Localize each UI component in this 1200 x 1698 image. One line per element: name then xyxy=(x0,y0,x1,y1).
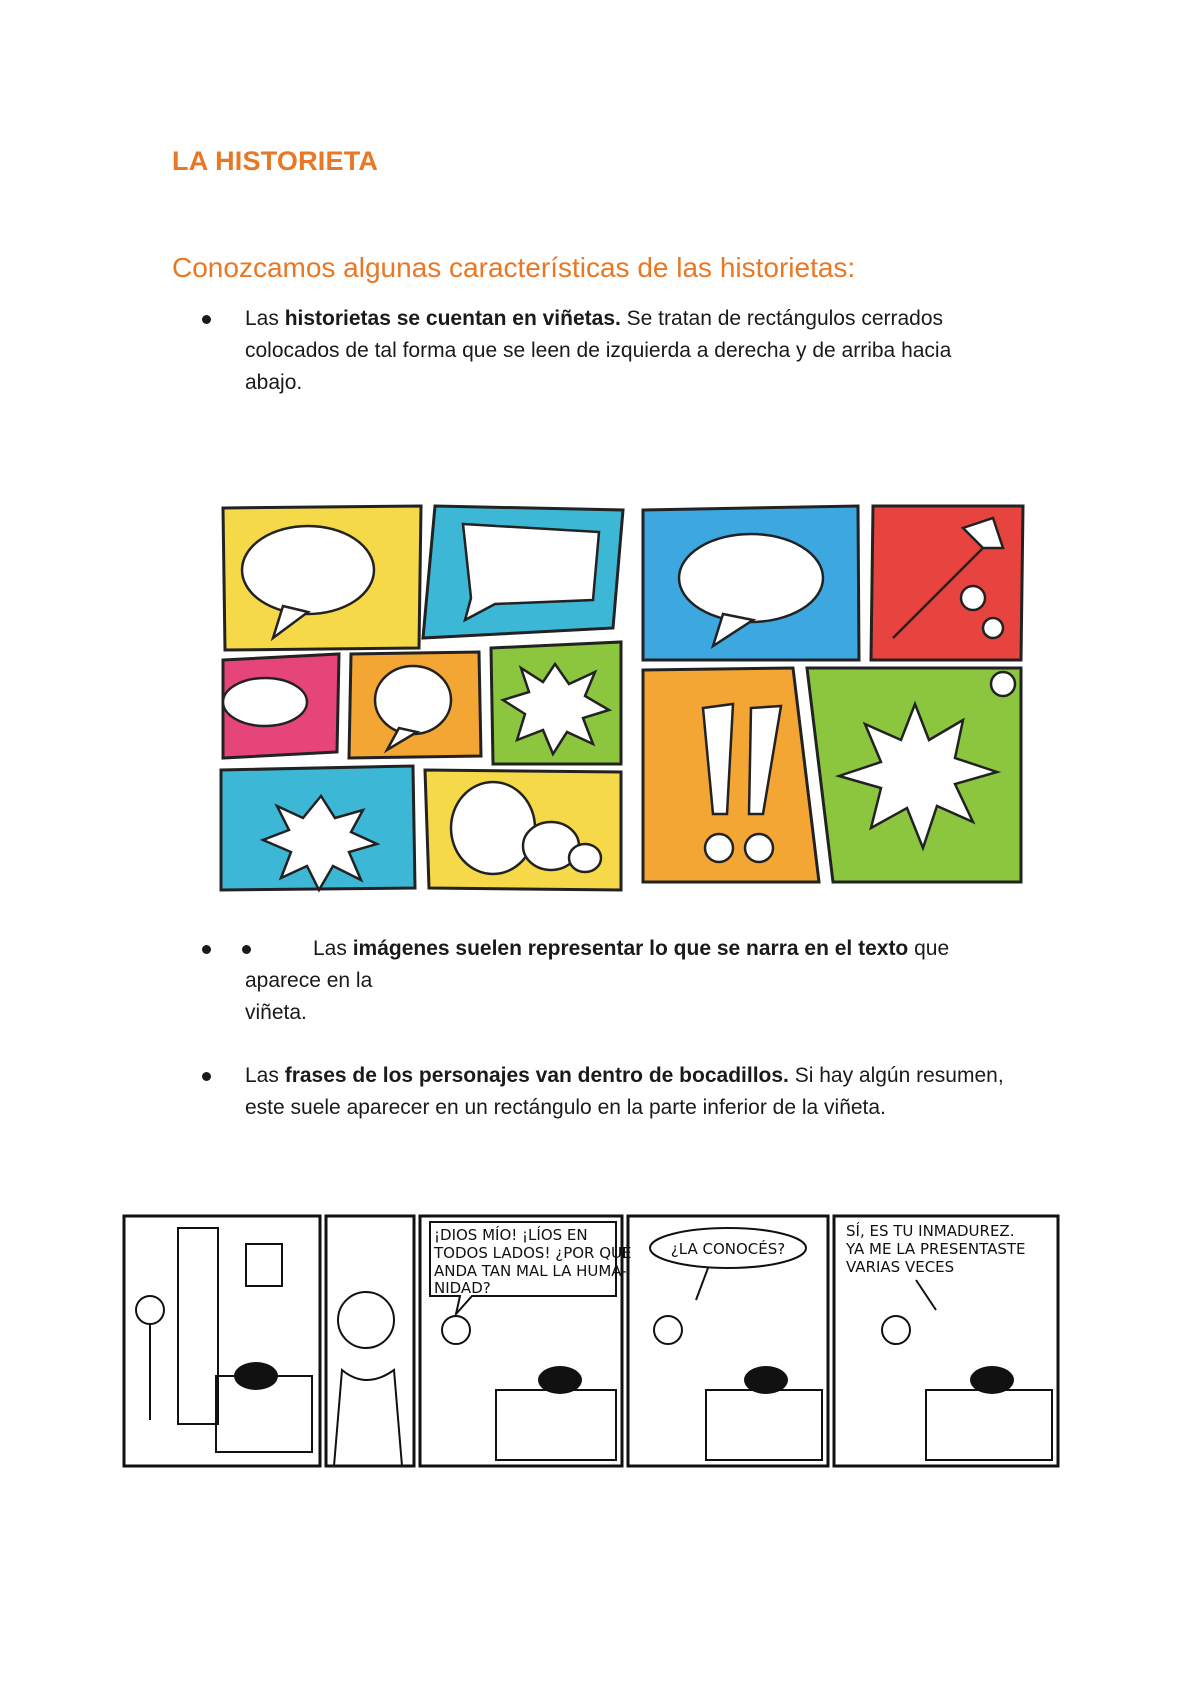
comic-templates-image xyxy=(203,488,1051,898)
balloon-line: TODOS LADOS! ¿POR QUÉ xyxy=(434,1244,632,1262)
balloon-line: NIDAD? xyxy=(434,1279,491,1297)
balloon-line: YA ME LA PRESENTASTE xyxy=(846,1240,1026,1258)
comic-strip-graphic xyxy=(116,1200,1066,1475)
bullet-dot xyxy=(202,1072,211,1081)
balloon-line: ¡DIOS MÍO! ¡LÍOS EN xyxy=(434,1226,588,1244)
bullet-text: Las historietas se cuentan en viñetas. Se tratan de rectángulos cerrados colocados de tal forma que se leen de izquierda a derecha y de arriba hacia abajo. xyxy=(245,307,952,394)
balloon-line: SÍ, ES TU INMADUREZ. xyxy=(846,1222,1015,1240)
bullet-text: Las frases de los personajes van dentro de bocadillos. Si hay algún resumen, este suele aparecer en un rectángulo en la parte inferior de la viñeta. xyxy=(245,1064,1004,1119)
comic-templates-graphic xyxy=(203,488,1051,898)
balloon-line: VARIAS VECES xyxy=(846,1258,955,1276)
bullet-dot xyxy=(202,945,211,954)
bullet-text: Las imágenes suelen representar lo que se narra en el texto que aparece en la viñeta. xyxy=(245,937,950,1024)
bullet-dot xyxy=(202,315,211,324)
balloon-line: ¿LA CONOCÉS? xyxy=(670,1240,786,1258)
section-subtitle: Conozcamos algunas características de las historietas: xyxy=(172,252,856,283)
comic-strip-image xyxy=(116,1200,1066,1475)
balloon-line: ANDA TAN MAL LA HUMA- xyxy=(434,1262,627,1280)
page-title: LA HISTORIETA xyxy=(172,146,379,176)
